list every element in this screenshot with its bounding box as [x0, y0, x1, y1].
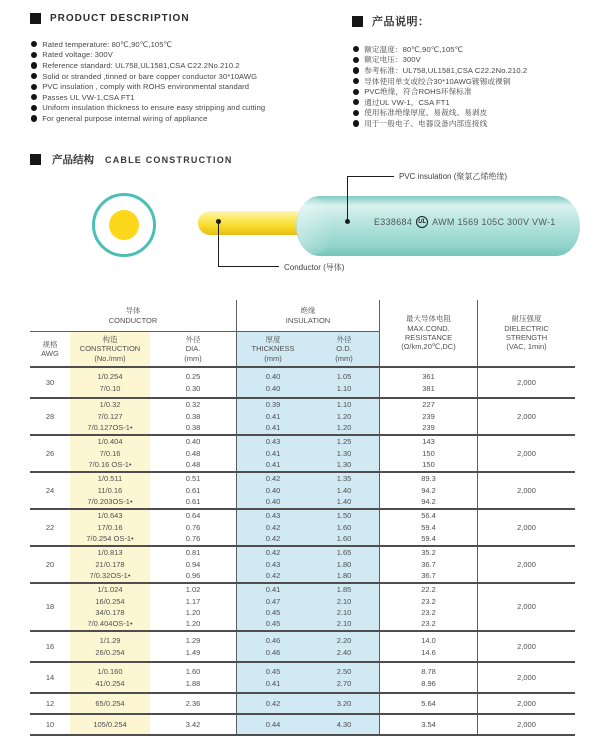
- cell-dielectric: 2,000: [517, 559, 536, 569]
- cell-dielectric: 2,000: [517, 698, 536, 708]
- spec-table: [30, 300, 575, 736]
- cell-construction: 65/0.254: [70, 694, 150, 713]
- list-item: [353, 55, 603, 66]
- cell-thickness: 0.42 0.43 0.42: [237, 547, 309, 582]
- cell-dia: 0.32 0.38 0.38: [150, 399, 237, 434]
- pvc-insulation-label: PVC insulation (聚氯乙烯绝缘): [399, 172, 508, 181]
- list-item: [353, 86, 603, 97]
- cell-awg: 10: [45, 719, 55, 729]
- cell-dielectric: 2,000: [517, 719, 536, 729]
- cell-dielectric: 2,000: [517, 672, 536, 682]
- cell-thickness: 0.41 0.47 0.45 0.45: [237, 584, 309, 630]
- cell-resistance: 8.78 8.96: [380, 663, 478, 692]
- conductor-label: Conductor (导体): [284, 263, 345, 272]
- bullet-icon: [31, 115, 37, 121]
- product-notes-cn-section: [352, 13, 603, 129]
- column-header-construction: 构造 CONSTRUCTION (No./mm): [70, 332, 150, 366]
- list-item-text: 用于一般电子、电器设备内部连接线: [364, 118, 488, 128]
- group-header-conductor: 导体 CONDUCTOR: [30, 300, 237, 332]
- cell-awg: 20: [45, 559, 55, 569]
- cell-od: 1.50 1.60 1.60: [309, 510, 380, 545]
- list-item-text: Passes UL VW-1,CSA FT1: [42, 92, 135, 102]
- cell-dielectric: 2,000: [517, 602, 536, 612]
- bullet-icon: [353, 120, 359, 126]
- bullet-icon: [353, 46, 359, 52]
- list-item-text: 额定温度：80℃,90℃,105℃: [364, 44, 464, 54]
- cell-dia: 1.29 1.49: [150, 632, 237, 661]
- bullet-icon: [353, 99, 359, 105]
- cell-thickness: 0.44: [237, 715, 309, 734]
- cell-construction: 1/1.024 16/0.254 34/0.178 7/0.404OS-1•: [70, 584, 150, 630]
- bullet-icon: [31, 62, 37, 68]
- cell-resistance: 5.64: [380, 694, 478, 713]
- list-item-text: Rated temperature: 80℃,90℃,105℃: [42, 39, 173, 49]
- conductor-leader-hline: [218, 266, 279, 267]
- column-header-awg: 规格 AWG: [41, 339, 59, 358]
- table-row: [30, 713, 575, 736]
- list-item-text: 参考标准：UL758,UL1581,CSA C22.2No.210.2: [364, 65, 528, 75]
- cell-construction: 1/0.160 41/0.254: [70, 663, 150, 692]
- cell-construction: 1/0.32 7/0.127 7/0.127OS-1•: [70, 399, 150, 434]
- bullet-icon: [353, 110, 359, 116]
- list-item: [353, 97, 603, 108]
- table-row: [30, 366, 575, 397]
- column-header-dielectric: 耐压强度 DIELECTRIC STRENGTH (VAC, 1min): [504, 314, 549, 352]
- product-description-section: [30, 13, 352, 124]
- product-notes-cn-list: [353, 44, 603, 129]
- list-item: [353, 76, 603, 87]
- cell-dia: 0.81 0.94 0.96: [150, 547, 237, 582]
- cell-od: 1.25 1.30 1.30: [309, 436, 380, 471]
- cell-dia: 0.64 0.76 0.76: [150, 510, 237, 545]
- product-notes-cn-header: [352, 13, 603, 29]
- bullet-icon: [31, 84, 37, 90]
- column-header-od: 外径 O.D. (mm): [309, 332, 380, 366]
- cell-od: 1.05 1.10: [309, 368, 380, 397]
- square-bullet-icon: [30, 154, 41, 165]
- bullet-icon: [353, 67, 359, 73]
- product-description-list: [31, 39, 352, 124]
- cell-od: 2.20 2.40: [309, 632, 380, 661]
- cell-awg: 30: [45, 377, 55, 387]
- cell-dia: 1.02 1.17 1.20 1.20: [150, 584, 237, 630]
- list-item: [31, 39, 352, 50]
- list-item-text: PVC insulation , comply with ROHS environmental standard: [42, 82, 250, 92]
- bullet-icon: [31, 41, 37, 47]
- cell-thickness: 0.42 0.40 0.40: [237, 473, 309, 508]
- cell-resistance: 35.2 36.7 36.7: [380, 547, 478, 582]
- list-item: [31, 60, 352, 71]
- cell-resistance: 361 381: [380, 368, 478, 397]
- list-item: [353, 118, 603, 129]
- cable-cross-section-conductor: [109, 210, 139, 240]
- ul-file-number: E338684: [374, 217, 413, 227]
- list-item-text: 额定电压：300V: [364, 55, 421, 65]
- cell-od: 2.50 2.70: [309, 663, 380, 692]
- cell-resistance: 56.4 59.4 59.4: [380, 510, 478, 545]
- cell-awg: 16: [45, 641, 55, 651]
- table-row: [30, 508, 575, 545]
- column-header-thickness: 厚度 THICKNESS (mm): [237, 332, 309, 366]
- list-item: [353, 65, 603, 76]
- table-row: [30, 434, 575, 471]
- cable-endcap-highlight: [297, 198, 333, 254]
- table-row: [30, 397, 575, 434]
- cell-dia: 0.40 0.48 0.48: [150, 436, 237, 471]
- list-item: [31, 81, 352, 92]
- cell-construction: 1/0.404 7/0.16 7/0.16 OS-1•: [70, 436, 150, 471]
- cell-dielectric: 2,000: [517, 448, 536, 458]
- list-item-text: Solid or stranded ,tinned or bare copper conductor 30*10AWG: [42, 71, 258, 81]
- list-item-text: 通过UL VW-1、CSA FT1: [364, 97, 450, 107]
- cell-od: 4.30: [309, 715, 380, 734]
- cell-dia: 2.36: [150, 694, 237, 713]
- cell-thickness: 0.43 0.42 0.42: [237, 510, 309, 545]
- construction-title-cn: 产品结构: [52, 154, 94, 166]
- ul-logo-icon: UL: [416, 216, 428, 228]
- cell-construction: 105/0.254: [70, 715, 150, 734]
- cell-construction: 1/0.643 17/0.16 7/0.254 OS-1•: [70, 510, 150, 545]
- cell-dia: 3.42: [150, 715, 237, 734]
- list-item: [31, 92, 352, 103]
- cell-awg: 26: [45, 448, 55, 458]
- list-item: [31, 71, 352, 82]
- cell-od: 1.10 1.20 1.20: [309, 399, 380, 434]
- cell-dia: 0.25 0.30: [150, 368, 237, 397]
- cell-awg: 12: [45, 698, 55, 708]
- cell-awg: 22: [45, 522, 55, 532]
- cell-construction: 1/0.813 21/0.178 7/0.32OS-1•: [70, 547, 150, 582]
- cell-dielectric: 2,000: [517, 485, 536, 495]
- list-item: [31, 50, 352, 61]
- list-item-text: Uniform insulation thickness to ensure easy stripping and cutting: [42, 103, 266, 113]
- square-bullet-icon: [352, 16, 363, 27]
- cell-resistance: 14.0 14.6: [380, 632, 478, 661]
- bullet-icon: [31, 94, 37, 100]
- bullet-icon: [353, 89, 359, 95]
- list-item: [353, 44, 603, 55]
- cable-construction-header: [30, 152, 233, 167]
- column-header-resistance: 最大导体电阻 MAX.COND. RESISTANCE (Ω/km,20℃,DC): [380, 300, 478, 366]
- cell-awg: 28: [45, 411, 55, 421]
- cell-resistance: 3.54: [380, 715, 478, 734]
- cell-awg: 18: [45, 602, 55, 612]
- cable-rating-text: AWM 1569 105C 300V VW-1: [432, 217, 556, 227]
- square-bullet-icon: [30, 13, 41, 24]
- conductor-leader-vline: [218, 222, 219, 267]
- table-row: [30, 545, 575, 582]
- cell-resistance: 227 239 239: [380, 399, 478, 434]
- cell-od: 1.35 1.40 1.40: [309, 473, 380, 508]
- table-row: [30, 692, 575, 713]
- list-item: [353, 108, 603, 119]
- cell-dielectric: 2,000: [517, 411, 536, 421]
- list-item: [31, 103, 352, 114]
- product-description-title: PRODUCT DESCRIPTION: [50, 13, 190, 24]
- table-row: [30, 471, 575, 508]
- bullet-icon: [31, 52, 37, 58]
- cell-dia: 1.60 1.88: [150, 663, 237, 692]
- cell-resistance: 89.3 94.2 94.2: [380, 473, 478, 508]
- bullet-icon: [31, 73, 37, 79]
- cell-thickness: 0.40 0.40: [237, 368, 309, 397]
- cell-resistance: 143 150 150: [380, 436, 478, 471]
- construction-title-en: CABLE CONSTRUCTION: [105, 154, 233, 165]
- table-header: [30, 300, 575, 366]
- product-description-header: [30, 13, 352, 24]
- cell-thickness: 0.42: [237, 694, 309, 713]
- cable-print-text: [374, 216, 556, 228]
- cell-thickness: 0.46 0.46: [237, 632, 309, 661]
- list-item-text: Rated voltage: 300V: [42, 50, 113, 60]
- cell-thickness: 0.45 0.41: [237, 663, 309, 692]
- bullet-icon: [31, 105, 37, 111]
- cell-construction: 1/0.511 11/0.16 7/0.203OS-1•: [70, 473, 150, 508]
- table-row: [30, 582, 575, 630]
- table-row: [30, 630, 575, 661]
- group-header-insulation: 绝缘 INSULATION: [237, 300, 380, 332]
- product-notes-cn-title: 产品说明：: [372, 16, 430, 28]
- cell-construction: 1/1.29 26/0.254: [70, 632, 150, 661]
- pvc-leader-dot: [345, 219, 350, 224]
- list-item-text: 导体使用单支或绞合30*10AWG镀锡或裸铜: [364, 76, 511, 86]
- list-item-text: Reference standard: UL758,UL1581,CSA C22.2No.210.2: [42, 60, 240, 70]
- list-item-text: For general purpose internal wiring of appliance: [42, 113, 208, 123]
- cell-awg: 14: [45, 672, 55, 682]
- cell-od: 1.85 2.10 2.10 2.10: [309, 584, 380, 630]
- column-header-dia: 外径 DIA. (mm): [150, 332, 237, 366]
- cell-dielectric: 2,000: [517, 522, 536, 532]
- pvc-leader-vline: [347, 176, 348, 222]
- cell-od: 1.65 1.80 1.80: [309, 547, 380, 582]
- cell-dielectric: 2,000: [517, 377, 536, 387]
- list-item: [31, 113, 352, 124]
- pvc-leader-hline: [347, 176, 394, 177]
- list-item-text: 使用标准绝缘厚度、易裁线、易剥皮: [364, 108, 488, 118]
- cell-construction: 1/0.254 7/0.10: [70, 368, 150, 397]
- cell-thickness: 0.43 0.41 0.41: [237, 436, 309, 471]
- cell-od: 3.20: [309, 694, 380, 713]
- cell-dielectric: 2,000: [517, 641, 536, 651]
- list-item-text: PVC绝缘，符合ROHS环保标准: [364, 87, 472, 97]
- cell-thickness: 0.39 0.41 0.41: [237, 399, 309, 434]
- cell-dia: 0.51 0.61 0.61: [150, 473, 237, 508]
- cell-awg: 24: [45, 485, 55, 495]
- cell-resistance: 22.2 23.2 23.2 23.2: [380, 584, 478, 630]
- bullet-icon: [353, 57, 359, 63]
- table-row: [30, 661, 575, 692]
- bullet-icon: [353, 78, 359, 84]
